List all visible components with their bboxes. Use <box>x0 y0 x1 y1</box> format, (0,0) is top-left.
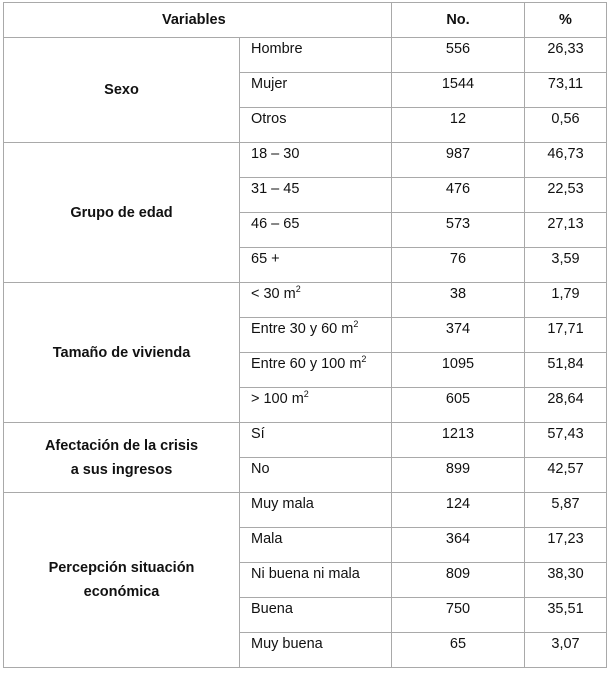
superscript: 2 <box>361 354 367 364</box>
data-table <box>3 2 607 668</box>
category-cell: No <box>240 458 392 493</box>
category-cell <box>240 388 392 423</box>
category-cell: Buena <box>240 598 392 633</box>
category-cell: Muy mala <box>240 493 392 528</box>
count-cell: 1213 <box>392 423 525 458</box>
percent-cell: 3,59 <box>525 248 607 283</box>
category-text: < 30 m <box>251 286 296 302</box>
category-cell: 65 + <box>240 248 392 283</box>
table-row <box>4 143 607 178</box>
group-label-line: Percepción situación <box>48 560 195 576</box>
group-label-line: a sus ingresos <box>70 461 173 478</box>
count-cell: 364 <box>392 528 525 563</box>
count-cell: 573 <box>392 213 525 248</box>
percent-cell: 0,56 <box>525 108 607 143</box>
category-cell: Sí <box>240 423 392 458</box>
count-cell: 750 <box>392 598 525 633</box>
percent-cell: 3,07 <box>525 633 607 668</box>
count-cell: 1095 <box>392 353 525 388</box>
header-count: No. <box>392 3 525 38</box>
group-label-sexo: Sexo <box>4 38 240 143</box>
percent-cell: 1,79 <box>525 283 607 318</box>
count-cell: 38 <box>392 283 525 318</box>
header-variables: Variables <box>4 3 392 38</box>
header-percent: % <box>525 3 607 38</box>
table-row <box>4 38 607 73</box>
percent-cell: 17,71 <box>525 318 607 353</box>
category-cell: Mujer <box>240 73 392 108</box>
count-cell: 809 <box>392 563 525 598</box>
percent-cell: 38,30 <box>525 563 607 598</box>
category-text: > 100 m <box>251 391 304 407</box>
percent-cell: 5,87 <box>525 493 607 528</box>
count-cell: 12 <box>392 108 525 143</box>
percent-cell: 17,23 <box>525 528 607 563</box>
category-cell <box>240 353 392 388</box>
category-cell: Muy buena <box>240 633 392 668</box>
count-cell: 1544 <box>392 73 525 108</box>
category-cell: Otros <box>240 108 392 143</box>
group-label-edad: Grupo de edad <box>4 143 240 283</box>
group-label-line: económica <box>83 584 160 600</box>
header-row <box>4 3 607 38</box>
count-cell: 987 <box>392 143 525 178</box>
count-cell: 476 <box>392 178 525 213</box>
table-row <box>4 493 607 528</box>
percent-cell: 73,11 <box>525 73 607 108</box>
count-cell: 556 <box>392 38 525 73</box>
count-cell: 899 <box>392 458 525 493</box>
category-text: Entre 60 y 100 m <box>251 356 362 372</box>
group-label-line: Afectación de la crisis <box>44 437 199 454</box>
table-row <box>4 423 607 458</box>
percent-cell: 27,13 <box>525 213 607 248</box>
percent-cell: 42,57 <box>525 458 607 493</box>
category-cell: 31 – 45 <box>240 178 392 213</box>
percent-cell: 28,64 <box>525 388 607 423</box>
percent-cell: 22,53 <box>525 178 607 213</box>
percent-cell: 51,84 <box>525 353 607 388</box>
category-cell: 18 – 30 <box>240 143 392 178</box>
superscript: 2 <box>295 284 301 294</box>
category-cell <box>240 283 392 318</box>
category-cell: 46 – 65 <box>240 213 392 248</box>
percent-cell: 46,73 <box>525 143 607 178</box>
group-label-percepcion <box>4 493 240 668</box>
category-cell: Mala <box>240 528 392 563</box>
category-cell <box>240 318 392 353</box>
category-cell: Hombre <box>240 38 392 73</box>
superscript: 2 <box>353 319 359 329</box>
count-cell: 65 <box>392 633 525 668</box>
table-row <box>4 283 607 318</box>
category-text: Entre 30 y 60 m <box>251 321 354 337</box>
percent-cell: 57,43 <box>525 423 607 458</box>
count-cell: 605 <box>392 388 525 423</box>
percent-cell: 26,33 <box>525 38 607 73</box>
superscript: 2 <box>303 389 309 399</box>
percent-cell: 35,51 <box>525 598 607 633</box>
count-cell: 76 <box>392 248 525 283</box>
category-cell: Ni buena ni mala <box>240 563 392 598</box>
count-cell: 374 <box>392 318 525 353</box>
count-cell: 124 <box>392 493 525 528</box>
group-label-vivienda: Tamaño de vivienda <box>4 283 240 423</box>
group-label-afectacion <box>4 423 240 493</box>
